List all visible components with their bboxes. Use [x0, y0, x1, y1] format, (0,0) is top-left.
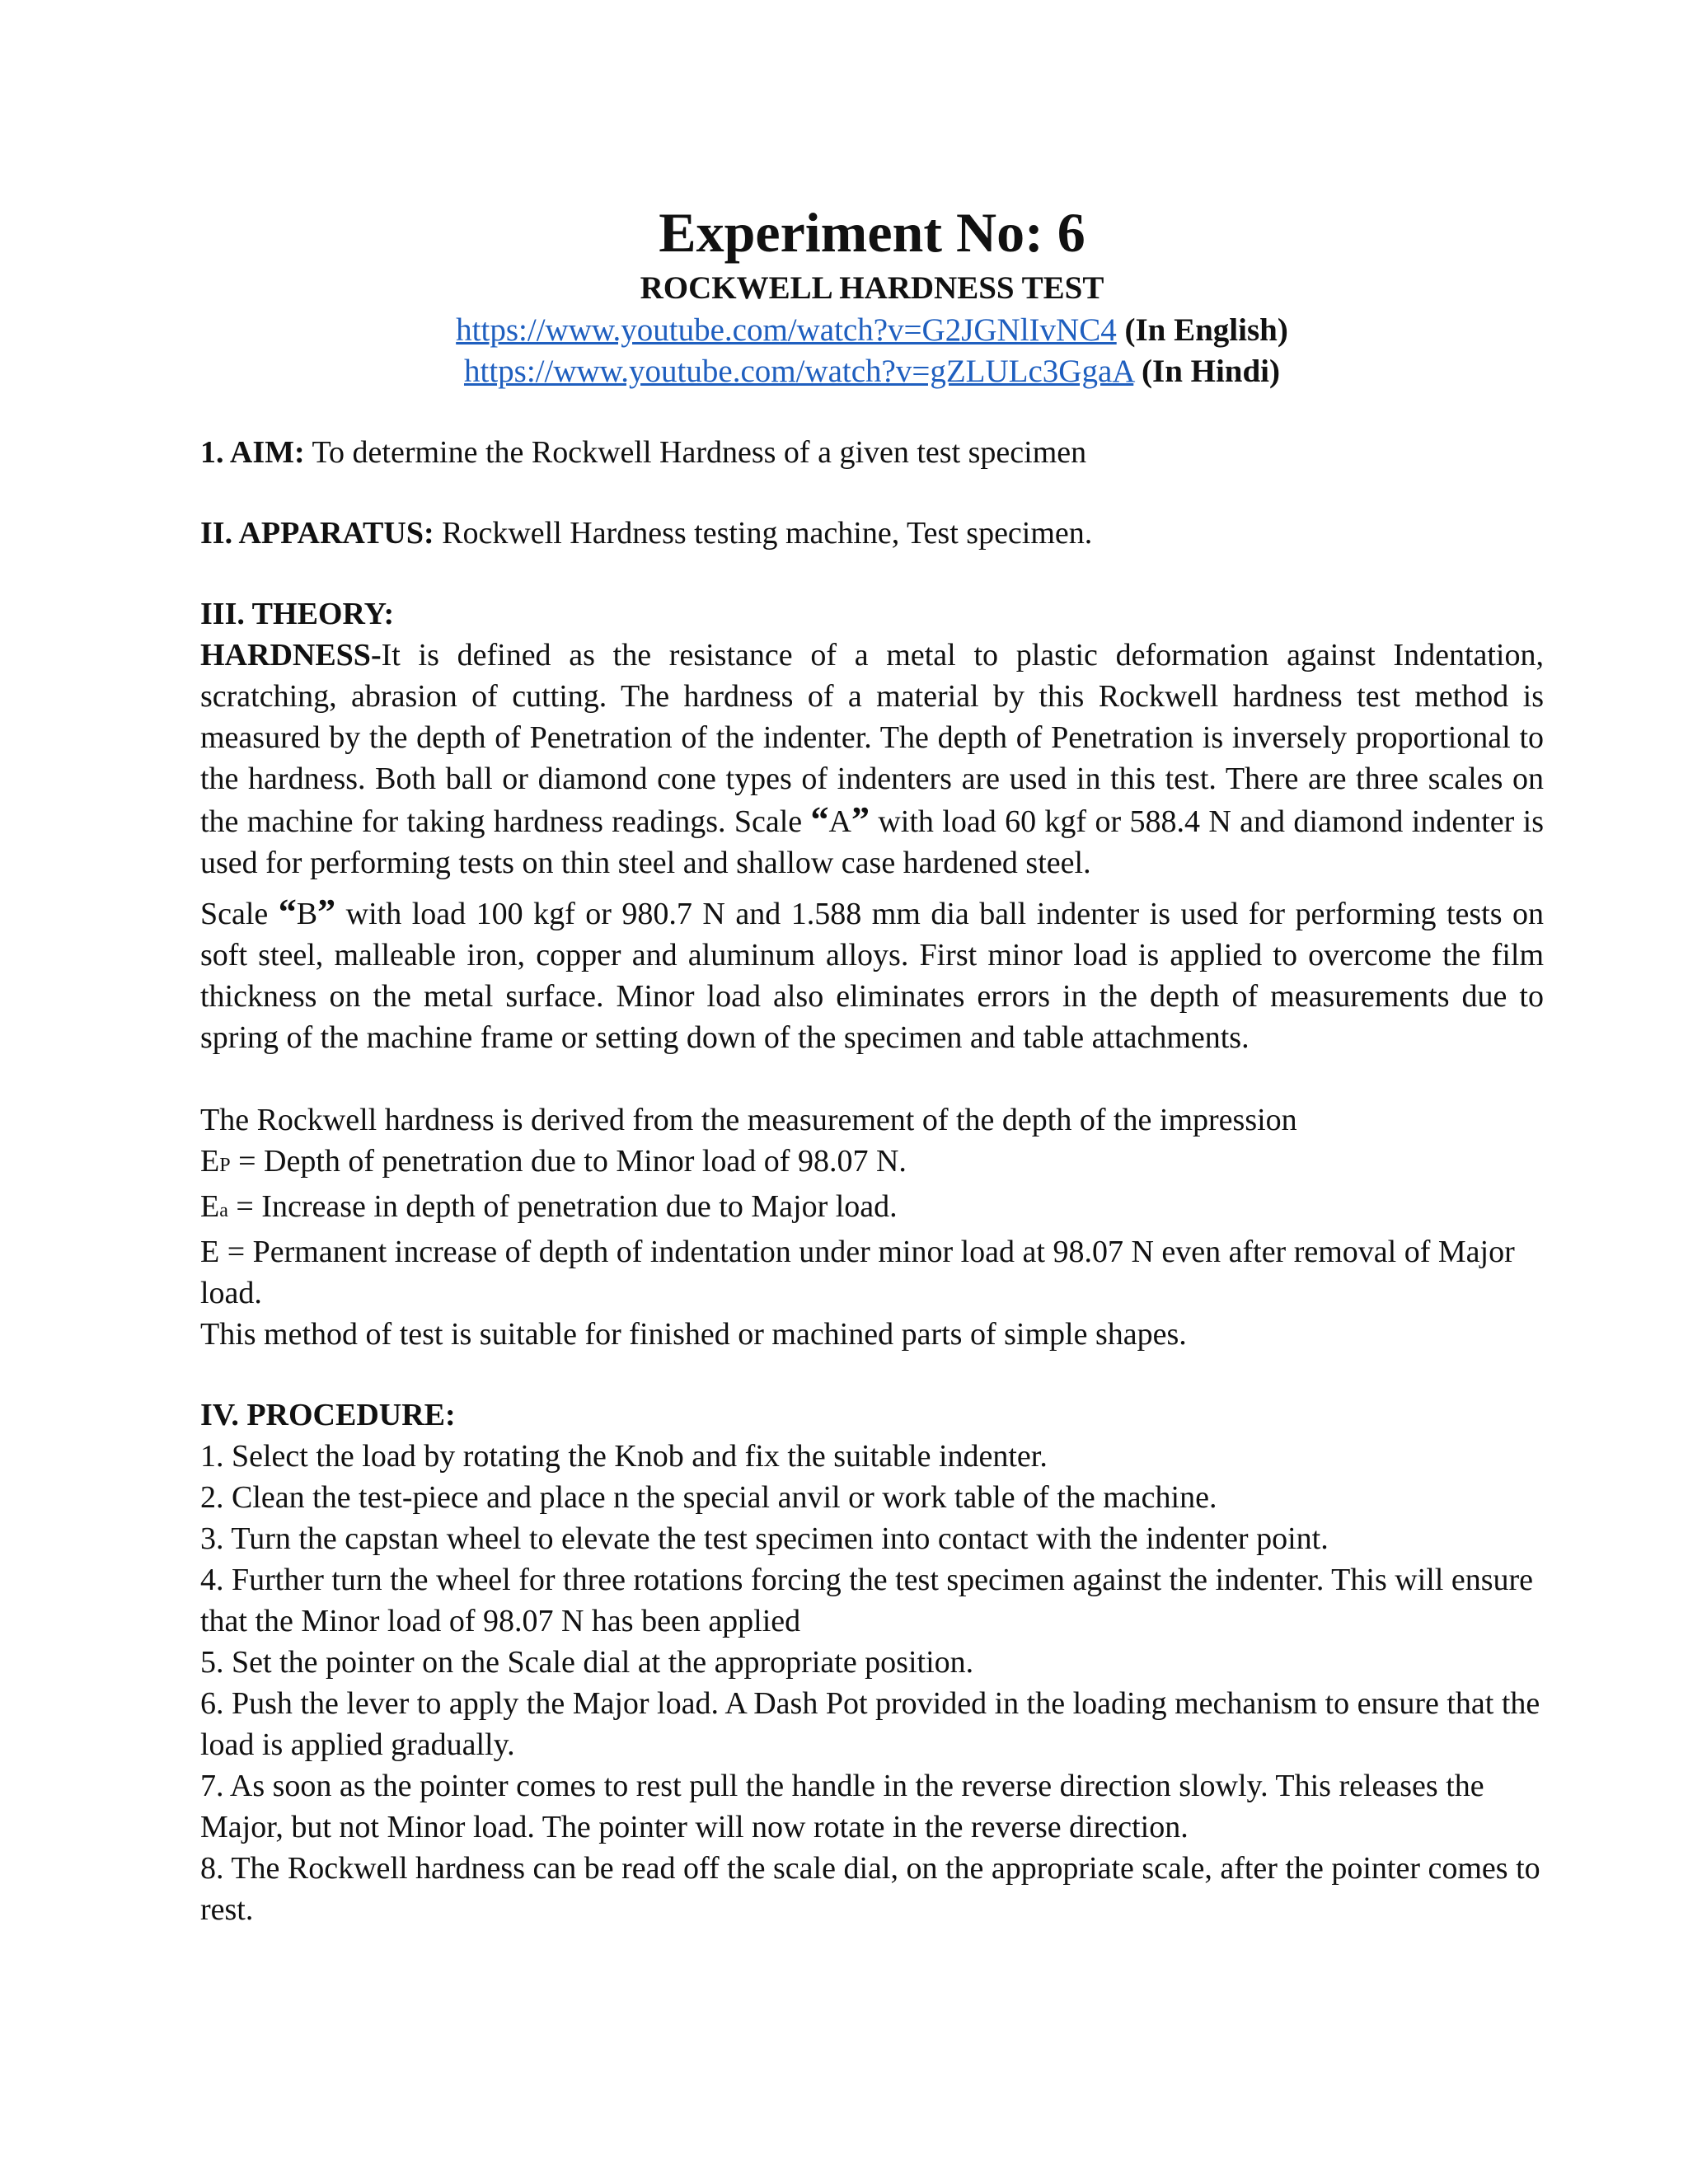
ea-symbol: E: [200, 1189, 220, 1224]
theory-heading: III. THEORY:: [200, 597, 395, 631]
document-header: [200, 198, 1544, 392]
procedure-step: 1. Select the load by rotating the Knob and fix the suitable indenter.: [200, 1439, 1048, 1474]
procedure-step: 4. Further turn the wheel for three rotations forcing the test specimen against the indenter. This will ensure that the Minor load of 98.07 N has been applied: [200, 1563, 1534, 1638]
ea-subscript: a: [219, 1200, 228, 1221]
theory-text-1: It is defined as the resistance of a metal to plastic deformation against Indentation, scratching, abrasion of cutting. The hardness of a material by this Rockwell hardness test method is measured by the depth of Penetration of the indenter. The depth of Penetration is inversely proportional to the hardness. Both ball or diamond cone types of indenters are used in this test. There are three scales on the machine for taking hardness readings. Scale: [200, 638, 1544, 839]
scale-b-label: B: [296, 897, 318, 931]
aim-text: To determine the Rockwell Hardness of a given test specimen: [304, 435, 1087, 470]
ep-definition: [200, 1141, 1544, 1186]
apparatus-heading: II. APPARATUS:: [200, 516, 434, 551]
quote-close-b: ”: [317, 892, 336, 932]
procedure-list: [200, 1436, 1544, 1930]
theory-paragraph-1: [200, 635, 1544, 883]
derived-text: The Rockwell hardness is derived from the measurement of the depth of the impression: [200, 1103, 1297, 1137]
apparatus-text: Rockwell Hardness testing machine, Test specimen.: [434, 516, 1093, 551]
procedure-step: 8. The Rockwell hardness can be read off the scale dial, on the appropriate scale, after the pointer comes to rest.: [200, 1851, 1540, 1927]
procedure-step: 3. Turn the capstan wheel to elevate the test specimen into contact with the indenter point.: [200, 1521, 1329, 1556]
theory-text-3: Scale: [200, 897, 279, 931]
ep-text: = Depth of penetration due to Minor load of 98.07 N.: [230, 1144, 907, 1179]
e-definition: E = Permanent increase of depth of indentation under minor load at 98.07 N even after removal of Major load.: [200, 1235, 1515, 1310]
quote-open-a: “: [810, 799, 829, 840]
ep-subscript: P: [219, 1155, 231, 1176]
procedure-step: 2. Clean the test-piece and place n the special anvil or work table of the machine.: [200, 1480, 1217, 1515]
apparatus-section: [200, 513, 1544, 554]
ea-text: = Increase in depth of penetration due to Major load.: [227, 1189, 898, 1224]
procedure-step: 6. Push the lever to apply the Major load. A Dash Pot provided in the loading mechanism to ensure that the load is applied gradually.: [200, 1686, 1540, 1762]
language-label-hindi: (In Hindi): [1142, 354, 1281, 389]
quote-open-b: “: [278, 892, 297, 932]
procedure-step: 7. As soon as the pointer comes to rest pull the handle in the reverse direction slowly. This releases the Major, but not Minor load. The pointer will now rotate in the reverse direction.: [200, 1769, 1484, 1844]
ep-symbol: E: [200, 1144, 220, 1179]
procedure-step: 5. Set the pointer on the Scale dial at the appropriate position.: [200, 1645, 974, 1680]
language-label-english: (In English): [1124, 312, 1288, 348]
page-subtitle: ROCKWELL HARDNESS TEST: [640, 270, 1104, 306]
hardness-label: HARDNESS-: [200, 638, 382, 673]
theory-text-4: with load 100 kgf or 980.7 N and 1.588 mm dia ball indenter is used for performing tests on soft steel, malleable iron, copper and aluminum alloys. First minor load is applied to overcome the film thickness on the metal surface. Minor load also eliminates errors in the depth of measurements due to spring of the machine frame or setting down of the specimen and table attachments.: [200, 897, 1544, 1055]
document-content: [200, 198, 1544, 1930]
link-line-hindi: [200, 351, 1544, 392]
aim-section: [200, 432, 1544, 473]
theory-paragraph-2: [200, 892, 1544, 1058]
aim-heading: 1. AIM:: [200, 435, 305, 470]
page-title: Experiment No: 6: [659, 201, 1085, 264]
quote-close-a: ”: [851, 799, 870, 840]
youtube-link-english[interactable]: https://www.youtube.com/watch?v=G2JGNlIvNC4: [456, 312, 1117, 348]
youtube-link-hindi[interactable]: https://www.youtube.com/watch?v=gZLULc3GgaA: [463, 354, 1134, 389]
link-line-english: [200, 310, 1544, 351]
ea-definition: [200, 1186, 1544, 1231]
suitability-text: This method of test is suitable for finished or machined parts of simple shapes.: [200, 1317, 1187, 1352]
theory-text-2: with load 60 kgf or 588.4 N and diamond indenter is used for performing tests on thin steel and shallow case hardened steel.: [200, 804, 1544, 880]
procedure-heading: IV. PROCEDURE:: [200, 1398, 456, 1432]
scale-a-label: A: [828, 804, 851, 839]
